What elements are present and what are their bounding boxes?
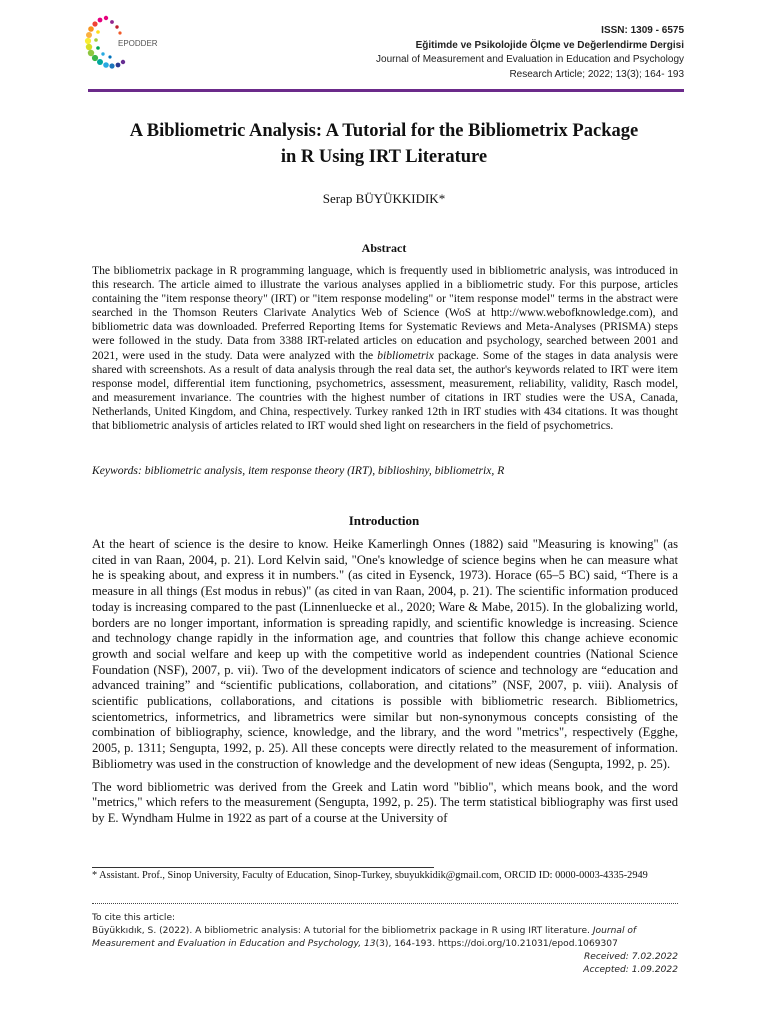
article-info: Research Article; 2022; 13(3); 164- 193 xyxy=(509,68,684,80)
title-line-2: in R Using IRT Literature xyxy=(280,147,488,167)
introduction-body xyxy=(92,537,678,834)
abstract-italic-term: bibliometrix xyxy=(377,348,434,362)
journal-name-en: Journal of Measurement and Evaluation in Education and Psychology xyxy=(376,54,684,65)
intro-paragraph-1: At the heart of science is the desire to know. Heike Kamerlingh Onnes (1882) said "Measuring is knowing" (as cited in van Raan, 2004, p. 21). Lord Kelvin said, "One's knowledge of science begins when he can measure what he is speaking about, and express it in numbers." (as cited in Eysenck, 1973). Horace (65–5 BC) said, “There is a measure in all things (Est modus in rebus)" (as cited in van Raan, 2004, p. 21). The scientific information produced today is increasing compared to the past (Linnenluecke et al., 2020; Ware & Mabe, 2015). In the globalizing world, borders are no longer important, information is spreading rapidly, and scientific knowledge is increasing. Science and technology change rapidly in the information age, and countries that follow this change achieve economic growth and social welfare and keep up with the competitive world as independent countries (National Science Foundation (NSF), 2007, p. vii). Two of the development indicators of science and technology are “education and advanced training” and “scientific publications, collaboration, and citations” (NSF, 2007, p. viii). Analysis of scientific publications, collaborations, and citations is possible with bibliometric research. Bibliometrics, scientometrics, informetrics, and librametrics were similar but non-synonymous concepts consisting of the combination of bibliography, science, knowledge, and the library, and the word "metrics", respectively (Egghe, 2005, p. 1311; Sengupta, 1992, p. 25). All these concepts were directly related to the measurement of information. Bibliometry was used in the construction of knowledge and the development of new ideas (Sengupta, 1992, p. 25). xyxy=(92,537,678,771)
author-name: Serap BÜYÜKKIDIK* xyxy=(322,191,446,206)
citation-label: To cite this article: xyxy=(92,913,176,923)
footnote-divider xyxy=(92,867,434,868)
intro-paragraph-2: The word bibliometric was derived from the Greek and Latin word "biblio", which means book, and the word "metrics," which refers to the measurement (Sengupta, 1992, p. 25). The term statistical bibliography was first used by E. Wyndham Hulme in 1922 as part of a course at the University of xyxy=(92,779,678,825)
author-footnote: * Assistant. Prof., Sinop University, Faculty of Education, Sinop-Turkey, sbuyukkidik@gmail.com, ORCID ID: 0000-0003-4335-2949 xyxy=(92,870,648,881)
abstract-text-2: package. Some of the stages in data analysis were shared with screenshots. As a result of data analysis through the real data set, the author's keywords related to IRT were item response model, differential item functioning, psychometrics, assessment, measurement, reliability, validity, Rasch model, and measurement invariance. The countries with the highest number of citations in IRT studies were the USA, Canada, Netherlands, United Kingdom, and China, respectively. Turkey ranked 12th in IRT studies with 434 citations. It was thought that bibliometric analysis of articles related to IRT would shed light on researchers in the field of psychometrics. xyxy=(92,348,679,433)
article-title xyxy=(84,118,684,170)
issn: ISSN: 1309 - 6575 xyxy=(601,25,684,36)
citation-journal: Journal of Measurement and Evaluation in Education and Psychology, 13 xyxy=(92,926,637,949)
abstract-body xyxy=(92,264,678,433)
citation-divider xyxy=(92,903,678,904)
svg-text:EPODDER: EPODDER xyxy=(118,39,158,48)
header-divider xyxy=(88,89,684,92)
journal-logo xyxy=(82,14,162,80)
accepted-date: Accepted: 1.09.2022 xyxy=(583,965,678,975)
journal-header xyxy=(376,24,684,82)
citation-block xyxy=(92,912,678,977)
journal-name-tr: Eğitimde ve Psikolojide Ölçme ve Değerlendirme Dergisi xyxy=(415,39,684,51)
abstract-text-1: The bibliometrix package in R programming language, which is frequently used in bibliometric analysis, was introduced in this research. The article aimed to illustrate the various analyses applied in a bibliometric study. For this purpose, articles containing the "item response theory" (IRT) or "item response modeling" or "item response model" terms in the abstract were searched in the Thomson Reuters Clarivate Analytics Web of Science (WoS at http://www.webofknowledge.com), and bibliometric data was downloaded. Preferred Reporting Items for Systematic Reviews and Meta-Analyses (PRISMA) steps were followed in the study. Data from 3388 IRT-related articles on education and psychology, searched between 2001 and 2021, were used in the study. Data were analyzed with the xyxy=(92,264,678,362)
title-line-1: A Bibliometric Analysis: A Tutorial for the Bibliometrix Package xyxy=(129,121,639,141)
citation-text: Büyükkıdık, S. (2022). A bibliometric analysis: A tutorial for the bibliometrix package in R using IRT literature. xyxy=(92,926,590,936)
citation-doi: (3), 164-193. https://doi.org/10.21031/epod.1069307 xyxy=(375,939,618,949)
abstract-heading: Abstract xyxy=(361,241,407,255)
epodder-logo-icon xyxy=(82,14,162,80)
received-date: Received: 7.02.2022 xyxy=(583,952,678,962)
introduction-heading: Introduction xyxy=(348,513,420,528)
keywords: Keywords: bibliometric analysis, item response theory (IRT), biblioshiny, bibliometrix, R xyxy=(92,464,505,477)
